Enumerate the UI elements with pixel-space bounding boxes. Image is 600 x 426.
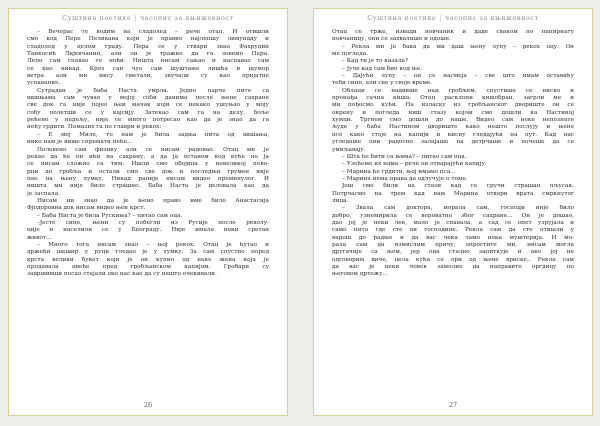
text-line: рећено у недељу, није се много потресао као да је знао да га <box>27 117 269 124</box>
text-line: да вас је неки човек замолио да направите оргдицу по <box>332 264 574 270</box>
text-line: ветра али ми нису сметали, звучали су као пријатне <box>27 73 269 80</box>
body-text <box>27 29 269 279</box>
text-line: окрену и погледа ниш стазу којом смо дошли ка Настиној <box>332 109 574 116</box>
text-line: сладолед у целом граду. Пера се у ствари звао Фахрудин <box>27 43 269 50</box>
journal-subtitle: часопис за књижевност <box>444 14 539 22</box>
running-head <box>314 14 592 22</box>
text-line: све док га није појео њен мачак који се некако ушуњао у моју <box>27 102 269 109</box>
text-line: одговорим вичe, цела кућа се ори од њене вриске,. Рекла сам <box>332 256 574 263</box>
text-line: рекао да ће он ићи на сахрану, а да ја останем код куће но ја <box>27 153 269 160</box>
text-line: ништа ми није било страшно. Баба Наста је деловала као да <box>27 183 269 190</box>
text-line: ме погледа. <box>332 51 368 58</box>
page-number: 26 <box>143 401 153 409</box>
text-line: теби сине, али све у своје време. <box>332 80 433 87</box>
text-line: – Баба Наста је била Рускиња? – питао сам оца. <box>37 212 183 219</box>
text-line: – Вечерас те водим на сладолед – рече отац. И отишли <box>37 29 269 35</box>
text-line: успаванке. <box>27 80 61 87</box>
text-line: Нисам ни знао да је њено право име било Анастасија <box>37 197 269 204</box>
text-line: се нисам сложио са тим. Ишли смо обојица у невеликој пово- <box>27 161 269 168</box>
text-line: Лепо сам спавао те ноћи. Ништа нисам сањао и наспавао сам <box>27 58 269 65</box>
text-line: новчаницу, они се захвалише и одоше. <box>332 36 451 43</box>
running-head <box>9 14 287 22</box>
journal-title: Суштина поетике <box>367 14 437 22</box>
text-line: рала сам да измислим причу, опростите ми, нисам могла <box>332 241 574 248</box>
text-line: – Звала сам доктора, морала сам, господи није било <box>342 205 574 212</box>
text-line: варош до радње и да вас чека тамо нека муштерија. И мо- <box>332 234 574 241</box>
text-line: умиљавају. <box>332 146 366 153</box>
text-line: Облаци се надвише над гробљем, спустише се ниско и <box>342 87 574 94</box>
text-line: – Јуче кад сам био код ње. <box>342 65 422 72</box>
text-line: људе у баба Настином двориште како нешто послују и њене <box>332 124 574 131</box>
left-page <box>8 8 288 416</box>
text-line: ције и населили се у Београду. Није имала неки сретан <box>27 227 269 234</box>
text-line: пронађа сачна киша. Отац расклопи кишобран, загрли ме и <box>332 95 574 102</box>
text-line: Фјодоровна док нисам видео њен крст. <box>27 205 146 212</box>
running-head-separator: | <box>439 14 442 22</box>
text-line: дао јој је неки лек, мало је спавала, а сад се опет узрујала и <box>332 219 574 226</box>
text-line: завршивши посао стајали око нас као да су нешто очекивали. <box>27 271 217 278</box>
text-line: – Марина ће грдити, њој имамо пса... <box>342 168 456 175</box>
text-line: – Кад ти је то казала? <box>342 58 409 65</box>
text-line: нећу грдити. Помазих га по главри и рекох: <box>27 124 162 131</box>
text-line: његовом цртежу... <box>332 271 388 278</box>
text-line: – Узећемо их нама – рече он отварајући капију. <box>342 161 487 168</box>
text-line: пао на њену хумку. Никад раније нисам видео преминулог. И <box>27 175 269 182</box>
page-number: 27 <box>448 401 458 409</box>
text-line: другачије са њом, јер она стално запиткује и ако јој не <box>332 249 574 256</box>
text-line: Танкосић Лијевчанин, али он је тражио да га зовемо Пера. <box>27 51 269 58</box>
text-line: смо код Пере Пеливана који је правио најлепшу лимунаду и <box>27 36 269 43</box>
text-line: Сутрадан је баба Наста умрла. Једно парче пите са <box>37 87 269 94</box>
running-head-separator: | <box>134 14 137 22</box>
text-line: псе како стоје на капији и кисну гледајући на пут. Кад нас <box>332 131 574 138</box>
right-page <box>313 8 593 416</box>
text-line: – Марина нема права да одлучује о томе. <box>342 175 468 182</box>
text-line: Отац се трже, извади новчаник и даде сваком по папирнату <box>332 29 574 35</box>
text-line: је заспала. <box>27 190 60 197</box>
text-line: – Много тога нисам знао – њој рекох. Отац је ћутао и <box>37 241 269 248</box>
text-line: Потрчасмо на трем кад нам Марина отвори врата смркнутог <box>332 190 574 197</box>
text-line: држећи шешир у руци гледао је у хумку. За сам спустно поред <box>27 249 269 256</box>
text-line: продавала цвеће пред гробљанском капијом. Гробари су <box>27 264 269 270</box>
text-line: –Јесте сине, њени су побегли из Русије после револу- <box>37 219 269 226</box>
text-line: ми пођосмо кући. На изласку из гробљанског двориште он се <box>332 102 574 109</box>
text-line: собу полетши се у кајсију. Затекао сам га на делу, боље <box>27 109 269 116</box>
text-line: крста велики букет који је он купио од неке жена која је <box>27 256 269 263</box>
text-line: се као никад. Кроз сан чуо сам шуштање лишћа и шумор <box>27 65 269 72</box>
body-text <box>332 29 574 279</box>
text-line: – Дајући лупу – он се насмеја – све што имам оставићу <box>342 73 574 80</box>
text-line: лица. <box>332 197 349 204</box>
text-line: Полевено сам физику али се нисам радовао. Отац ми је <box>37 146 269 153</box>
text-line: живот... <box>27 234 52 241</box>
text-line: добро, узнемирила се вероватно због сахране... Он је дошао, <box>332 212 574 219</box>
text-line: – Рекла ми је бака да ми даш њену лупу – рекох оцу. Он <box>342 43 574 50</box>
text-line: Још смо били на стази кад се сручи страшан пљусак. <box>342 183 574 190</box>
text-line: угледаше они радосно залајаше па дотрчаше и почеше да се <box>332 139 574 146</box>
text-line: – Шта ће бити са њима? – питао сам оца. <box>342 153 467 160</box>
text-line: – Е мој Миле, то нам је била задња пита од вишања, <box>37 131 269 138</box>
text-line: рци до гробља и остали смо све док и последњи грумен није <box>27 168 269 175</box>
text-line: вишњама сам чувао у мојој соби данима после њене сахране <box>27 95 269 102</box>
text-line: само пита где сте ви господине. Рекла сам да сте отишли у <box>332 227 574 234</box>
text-line: хумци. Тргнем смо дошли до наше. Видео сам неке непознате <box>332 117 574 124</box>
text-line: нико нам је више спремати неће... <box>27 139 133 146</box>
journal-title: Суштина поетике <box>62 14 132 22</box>
journal-subtitle: часопис за књижевност <box>139 14 234 22</box>
